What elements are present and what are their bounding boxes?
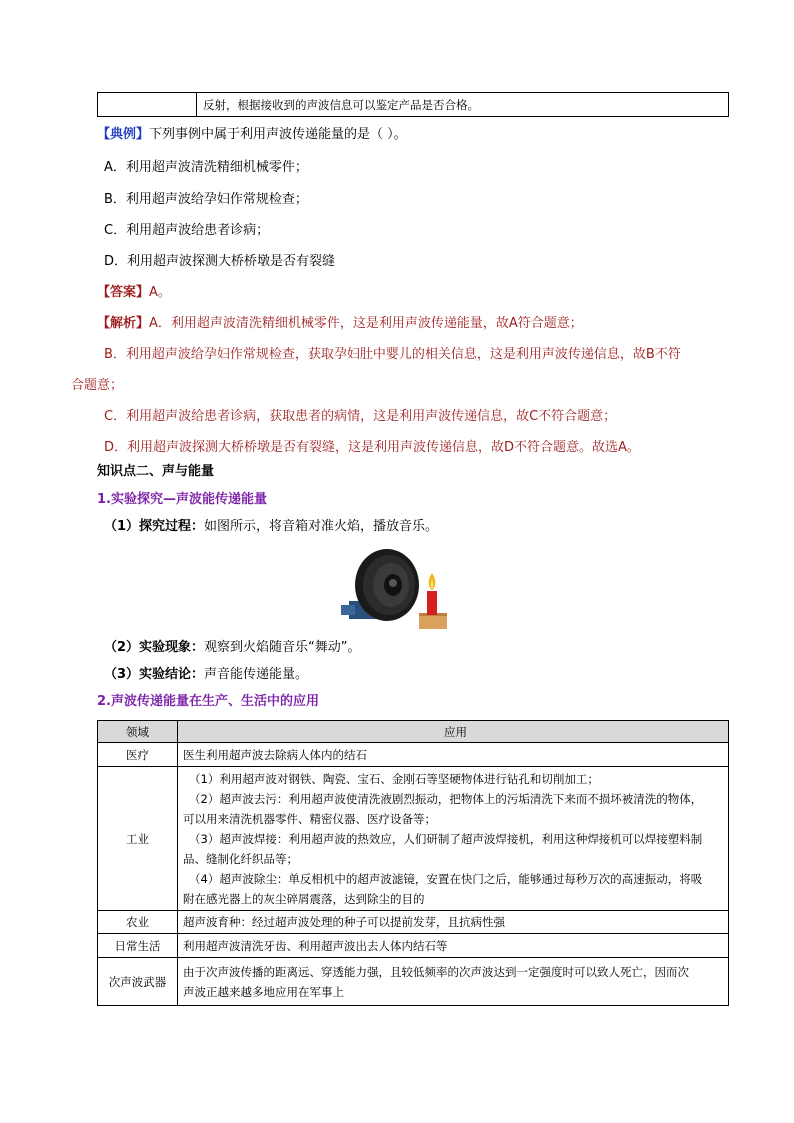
field-infrasound-weapon: 次声波武器 [98, 958, 178, 1006]
table-header-row [98, 721, 729, 743]
option-d: D．利用超声波探测大桥桥墩是否有裂缝 [104, 254, 336, 269]
field-industry: 工业 [98, 767, 178, 911]
option-a: A．利用超声波清洗精细机械零件； [104, 160, 308, 175]
application-table [97, 720, 729, 1006]
analysis-line-4: C．利用超声波给患者诊病，获取患者的病情，这是利用声波传递信息，故C不符合题意； [104, 409, 617, 424]
application-agriculture: 超声波育种：经过超声波处理的种子可以提前发芽，且抗病性强 [178, 911, 729, 934]
step-2: （2）实验现象：观察到火焰随音乐“舞动”。 [104, 640, 361, 655]
table-row [98, 958, 729, 1006]
table-row [98, 743, 729, 767]
subsection-2-title: 2.声波传递能量在生产、生活中的应用 [97, 694, 319, 709]
field-medical: 医疗 [98, 743, 178, 767]
analysis-line-1: 【解析】A．利用超声波清洗精细机械零件，这是利用声波传递能量，故A符合题意； [97, 316, 583, 331]
section-heading: 知识点二、声与能量 [97, 464, 215, 479]
field-agriculture: 农业 [98, 911, 178, 934]
header-application: 应用 [178, 721, 729, 743]
speaker-candle-illustration [337, 543, 489, 631]
application-industry: （1）利用超声波对钢铁、陶瓷、宝石、金刚石等坚硬物体进行钻孔和切削加工； （2）超声波去污：利用超声波使清洗液剧烈振动，把物体上的污垢清洗下来而不损坏被清洗的物体， 可以用来清洗机器零件、精密仪器、医疗设备等； （3）超声波焊接：利用超声波的热效应，人们研制了超声波焊接机，利用这种焊接机可以焊接塑料制 品、缝制化纤织品等； （4）超声波除尘：单反相机中的超声波滤镜，安置在快门之后，能够通过每秒万次的高速振动，将吸 附在感光器上的灰尘碎屑震落，达到除尘的目的 [178, 767, 729, 911]
top-table-empty-cell [98, 93, 197, 117]
option-c: C．利用超声波给患者诊病； [104, 223, 270, 238]
analysis-line-3: 合题意； [71, 378, 124, 393]
example-question-text: 下列事例中属于利用声波传递能量的是（ ）。 [149, 127, 407, 142]
option-b: B．利用超声波给孕妇作常规检查； [104, 192, 308, 207]
top-table [97, 92, 729, 117]
subsection-1-title: 1.实验探究—声波能传递能量 [97, 492, 267, 507]
top-table-text-cell: 反射，根据接收到的声波信息可以鉴定产品是否合格。 [197, 93, 729, 117]
analysis-line-5: D．利用超声波探测大桥桥墩是否有裂缝，这是利用声波传递信息，故D不符合题意。故选A。 [104, 440, 640, 455]
example-label: 【典例】 [97, 127, 150, 142]
step-1: （1）探究过程：如图所示，将音箱对准火焰，播放音乐。 [104, 519, 439, 534]
answer-label: 【答案】 [97, 285, 150, 300]
table-row [98, 911, 729, 934]
candle-icon [427, 591, 437, 615]
application-medical: 医生利用超声波去除病人体内的结石 [178, 743, 729, 767]
example-question [97, 127, 407, 143]
field-daily-life: 日常生活 [98, 934, 178, 958]
application-infrasound-weapon: 由于次声波传播的距离远、穿透能力强，且较低频率的次声波达到一定强度时可以致人死亡，因而次 声波正越来越多地应用在军事上 [178, 958, 729, 1006]
answer [97, 285, 171, 301]
header-field: 领域 [98, 721, 178, 743]
step-3: （3）实验结论：声音能传递能量。 [104, 667, 309, 682]
analysis-line-2: B．利用超声波给孕妇作常规检查，获取孕妇肚中婴儿的相关信息，这是利用声波传递信息，故B不符 [104, 347, 681, 362]
table-row [98, 934, 729, 958]
analysis-label: 【解析】 [97, 316, 150, 331]
speaker-candle-figure [337, 543, 489, 631]
answer-text: A。 [149, 285, 171, 300]
application-daily-life: 利用超声波清洗牙齿、利用超声波出去人体内结石等 [178, 934, 729, 958]
table-row [98, 767, 729, 911]
